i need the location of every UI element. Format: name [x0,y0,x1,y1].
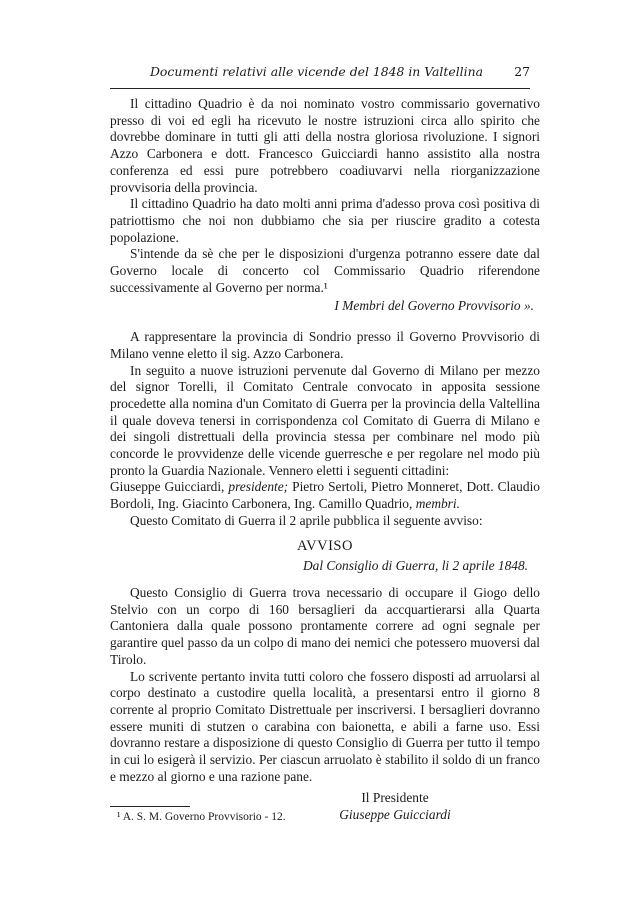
president-title: Il Presidente [361,790,429,806]
document-body [110,96,540,824]
header-rule [110,88,530,89]
signature-governo-provvisorio: I Membri del Governo Provvisorio ». [334,298,534,314]
paragraph-commissario: Il cittadino Quadrio è da noi nominato vostro commissario governativo presso di voi ed egli ha ricevuto le nostre istruzioni circa allo spirito che dovrebbe dominare in tutti gli atti della nostra gloriosa rivoluzione. I signori Azzo Carbonera e dott. Francesco Guicciardi hanno assistito alla nostra conferenza ed essi pure potrebbero coadiuvarvi nella riorganizzazione provvisoria della provincia. [110,96,540,195]
paragraph-stelvio: Questo Consiglio di Guerra trova necessario di occupare il Giogo dello Stelvio con un corpo di 160 bersaglieri da accquartierarsi alla Quarta Cantoniera dalla quale possono prontamente correre ad ogni segnale per garantire quel passo da un colpo di mano dei nemici che potessero muoversi dal Tirolo. [110,584,540,667]
page-number: 27 [514,64,530,79]
paragraph-patriottismo: Il cittadino Quadrio ha dato molti anni prima d'adesso prova così positiva di patriottismo che noi non dubbiamo che sia per riuscire gradito a cotesta popolazione. [110,196,540,245]
names-part-a: Giuseppe Guicciardi, [110,479,229,495]
president-name: Giuseppe Guicciardi [339,807,451,823]
paragraph-elected-names [110,479,540,512]
paragraph-avviso-intro: Questo Comitato di Guerra il 2 aprile pubblica il seguente avviso: [130,512,483,528]
paragraph-comitato-guerra: In seguito a nuove istruzioni pervenute dal Governo di Milano per mezzo del signor Torelli, il Comitato Centrale convocato in apposita sessione procedette alla nomina d'un Comitato di Guerra per la provincia della Valtellina il quale doveva tenersi in corrispondenza col Comitato di Guerra di Milano e dei singoli distrettuali della provincia stessa per combinare nel modo più concorde le provvidenze delle vicende guerresche e per regolare nel modo più pronto la Guardia Nazionale. Vennero eletti i seguenti cittadini: [110,362,540,478]
names-part-b: Pietro Sertoli, Pietro Monneret, Dott. Claudio Bordoli, Ing. Giacinto Carbonera, Ing. Camillo Quadrio, [110,479,540,512]
footnote: ¹ A. S. M. Governo Provvisorio - 12. [117,811,286,823]
avviso-dateline: Dal Consiglio di Guerra, li 2 aprile 1848. [302,558,528,574]
running-header [110,62,530,84]
paragraph-disposizioni: S'intende da sè che per le disposizioni d'urgenza potranno essere date dal Governo locale di concerto col Commissario Quadrio riferendone successivamente al Governo per norma.¹ [110,246,540,295]
running-title: Documenti relativi alle vicende del 1848 in Valtellina [150,64,483,79]
footnote-rule [110,806,190,807]
avviso-title: AVVISO [297,537,353,554]
role-presidente: presidente; [228,479,289,495]
paragraph-rappresentanza: A rappresentare la provincia di Sondrio presso il Governo Provvisorio di Milano venne eletto il sig. Azzo Carbonera. [110,329,540,361]
paragraph-arruolamento: Lo scrivente pertanto invita tutti coloro che fossero disposti ad arruolarsi al corpo destinato a custodire quella località, a presentarsi entro il giorno 8 corrente al proprio Comitato Distrettuale per inscriversi. I bersaglieri dovranno essere muniti di stutzen o carabina con baionetta, e abili a farne uso. Essi dovranno restare a disposizione di questo Consiglio di Guerra per tutto il tempo in cui lo esigerà il servizio. Per ciascun arruolato è stabilito il soldo di un franco e mezzo al giorno e una razione pane. [110,668,540,784]
role-membri: membri. [415,496,460,512]
